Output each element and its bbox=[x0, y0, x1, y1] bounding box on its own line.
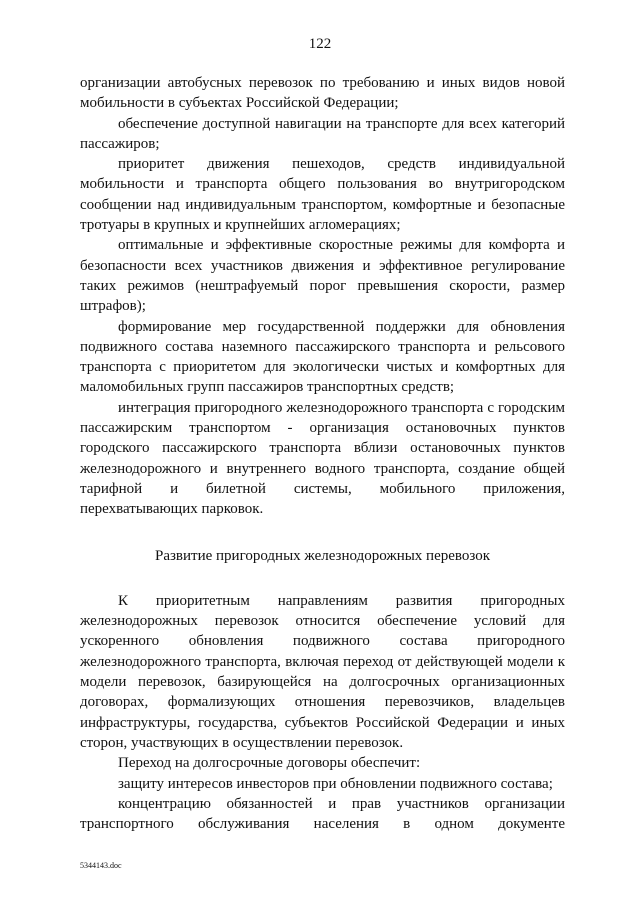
paragraph-state-support: формирование мер государственной поддержки для обновления подвижного состава наземного пассажирского транспорта и рельсового транспорта с приоритетом для экологически чистых и комфортных для маломобильных групп пассажиров транспортных средств; bbox=[80, 318, 565, 396]
paragraph-pedestrian-priority: приоритет движения пешеходов, средств индивидуальной мобильности и транспорта общего пользования во внутригородском сообщении над индивидуальным транспортом, комфортные и безопасные тротуары в крупных и крупнейших агломерациях; bbox=[80, 156, 565, 234]
paragraph-bus-transport: организации автобусных перевозок по требованию и иных видов новой мобильности в субъектах Российской Федерации; bbox=[80, 75, 565, 112]
paragraph-investor-protection: защиту интересов инвесторов при обновлении подвижного состава; bbox=[118, 775, 553, 792]
document-filename: 5344143.doc bbox=[80, 861, 122, 870]
page-number: 122 bbox=[308, 36, 332, 52]
document-body bbox=[80, 73, 565, 834]
paragraph-long-term-contracts: Переход на долгосрочные договоры обеспечит: bbox=[118, 755, 421, 772]
paragraph-priority-directions: К приоритетным направлениям развития пригородных железнодорожных перевозок относится обеспечение условий для ускоренного обновления подвижного состава пригородного железнодорожного транспорта, включая переход от действующей модели к модели перевозок, базирующейся на долгосрочных организационных договорах, формализующих отношения перевозчиков, владельцев инфраструктуры, государства, субъектов Российской Федерации и иных сторон, участвующих в осуществлении перевозок. bbox=[80, 592, 565, 751]
section-heading: Развитие пригородных железнодорожных перевозок bbox=[154, 547, 490, 564]
paragraph-obligations-concentration: концентрацию обязанностей и прав участников организации транспортного обслуживания населения в одном документе bbox=[80, 795, 565, 833]
paragraph-navigation: обеспечение доступной навигации на транспорте для всех категорий пассажиров; bbox=[80, 115, 565, 152]
paragraph-rail-integration: интеграция пригородного железнодорожного транспорта с городским пассажирским транспортом - организация остановочных пунктов городского пассажирского транспорта вблизи остановочных пунктов железнодорожного и внутреннего водного транспорта, создание общей тарифной и билетной системы, мобильного приложения, перехватывающих парковок. bbox=[80, 399, 565, 518]
paragraph-speed-regimes: оптимальные и эффективные скоростные режимы для комфорта и безопасности всех участников движения и эффективное регулирование таких режимов (нештрафуемый порог превышения скорости, размер штрафов); bbox=[80, 237, 565, 315]
